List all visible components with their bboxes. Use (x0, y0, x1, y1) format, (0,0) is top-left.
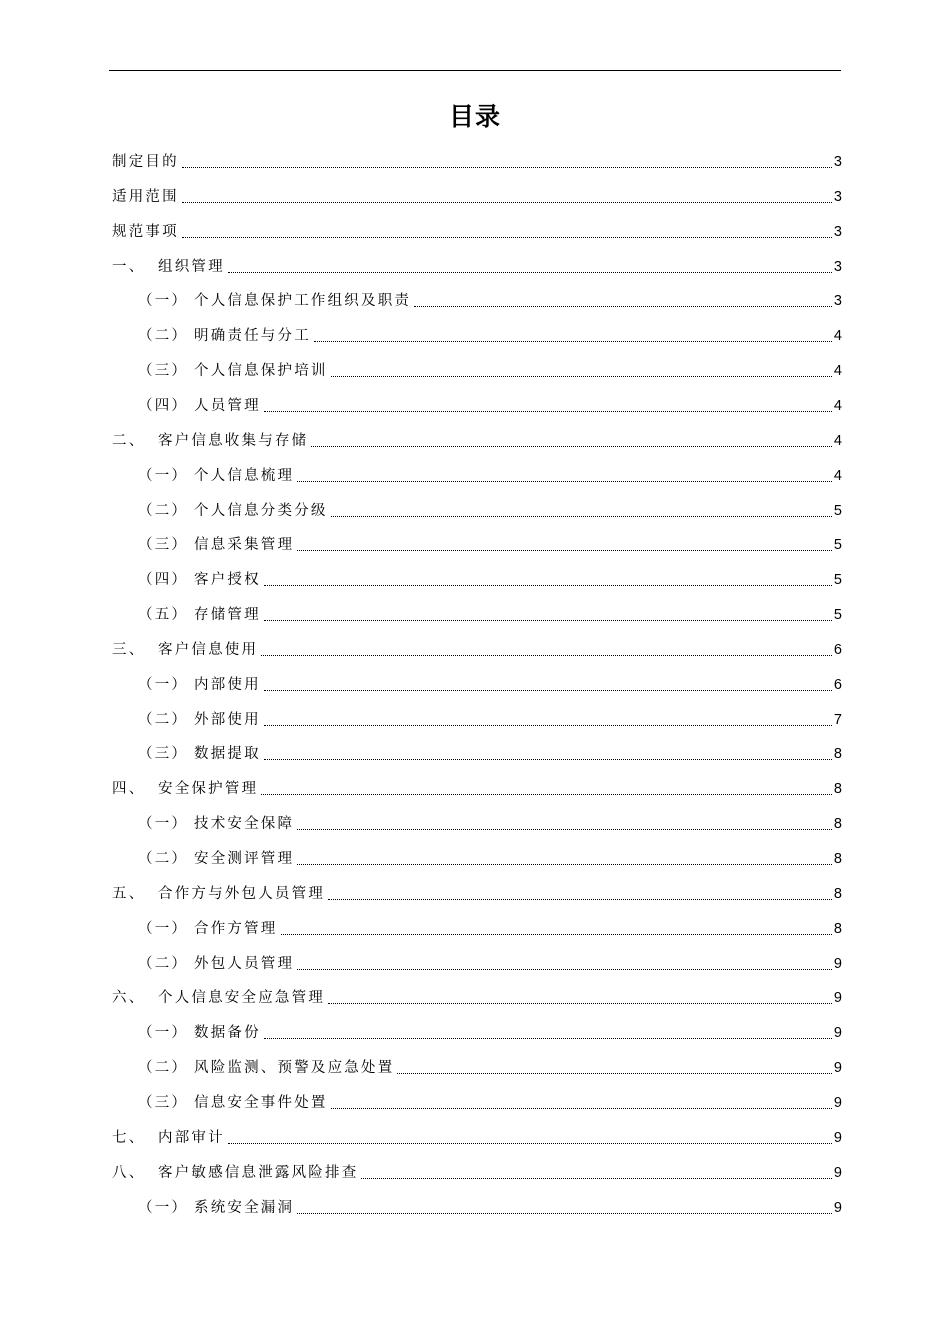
toc-entry-title: 客户敏感信息泄露风险排查 (158, 1164, 359, 1181)
toc-entry[interactable] (112, 628, 842, 660)
toc-entry-number: （二） (138, 1060, 189, 1077)
toc-dot-leader (414, 306, 832, 307)
toc-dot-leader (397, 1073, 832, 1074)
toc-entry-page-number: 9 (833, 1060, 842, 1077)
toc-entry-page-number: 8 (833, 781, 842, 798)
toc-entry-title: 内部审计 (158, 1129, 225, 1146)
toc-dot-leader (182, 237, 832, 238)
toc-dot-leader (264, 690, 832, 691)
toc-entry-title: 适用范围 (112, 188, 179, 205)
toc-entry[interactable] (112, 419, 842, 451)
toc-entry-title: 制定目的 (112, 154, 179, 170)
toc-entry-number: （一） (138, 816, 189, 833)
toc-dot-leader (182, 167, 832, 168)
toc-entry-number: （一） (138, 1199, 189, 1216)
toc-entry[interactable] (112, 1151, 842, 1183)
toc-entry-page-number: 9 (833, 1025, 842, 1042)
toc-dot-leader (297, 864, 832, 865)
toc-entry[interactable] (138, 279, 842, 311)
toc-entry[interactable] (138, 593, 842, 625)
toc-entry-title: 合作方管理 (194, 920, 278, 937)
toc-entry-page-number: 4 (833, 397, 842, 414)
toc-dot-leader (297, 481, 832, 482)
toc-dot-leader (297, 1213, 832, 1214)
toc-entry-title: 安全测评管理 (194, 851, 295, 867)
toc-dot-leader (264, 1038, 832, 1039)
toc-entry[interactable] (138, 663, 842, 695)
toc-dot-leader (328, 899, 832, 900)
toc-entry[interactable] (112, 245, 842, 277)
toc-entry-number: （二） (138, 711, 189, 728)
toc-entry-title: 信息安全事件处置 (194, 1094, 328, 1111)
toc-entry-number: （二） (138, 851, 189, 867)
toc-entry[interactable] (138, 732, 842, 764)
toc-entry[interactable] (112, 872, 842, 904)
toc-entry-page-number: 8 (833, 816, 842, 833)
toc-entry-page-number: 6 (833, 641, 842, 658)
toc-dot-leader (261, 655, 832, 656)
toc-entry-number: 七、 (112, 1129, 146, 1146)
toc-entry-title: 内部使用 (194, 676, 261, 693)
toc-dot-leader (297, 550, 832, 551)
toc-entry[interactable] (138, 558, 842, 590)
toc-entry-page-number: 9 (833, 1129, 842, 1146)
toc-entry-title: 客户信息收集与存储 (158, 432, 309, 449)
toc-entry-number: （一） (138, 920, 189, 937)
toc-entry-title: 组织管理 (158, 258, 225, 275)
toc-entry-page-number: 9 (833, 1199, 842, 1216)
toc-dot-leader (281, 934, 832, 935)
toc-entry-number: （二） (138, 328, 189, 345)
toc-entry-number: 一、 (112, 258, 146, 275)
toc-dot-leader (328, 1003, 832, 1004)
toc-entry-page-number: 9 (833, 990, 842, 1007)
toc-entry-title: 数据备份 (194, 1025, 261, 1042)
toc-entry-page-number: 8 (833, 746, 842, 763)
toc-entry[interactable] (112, 1116, 842, 1148)
toc-entry-number: （一） (138, 293, 189, 310)
toc-entry-page-number: 9 (833, 955, 842, 972)
toc-entry-title: 客户信息使用 (158, 641, 259, 658)
toc-dot-leader (297, 829, 832, 830)
toc-dot-leader (264, 620, 832, 621)
toc-dot-leader (264, 725, 832, 726)
toc-entry-page-number: 5 (833, 502, 842, 519)
toc-entry-page-number: 6 (833, 676, 842, 693)
toc-dot-leader (331, 1108, 832, 1109)
toc-entry-page-number: 4 (833, 328, 842, 345)
toc-entry-title: 个人信息梳理 (194, 467, 295, 484)
toc-dot-leader (182, 202, 832, 203)
toc-entry-number: （四） (138, 397, 189, 414)
toc-entry-title: 风险监测、预警及应急处置 (194, 1060, 395, 1077)
toc-dot-leader (297, 969, 832, 970)
toc-entry[interactable] (138, 698, 842, 730)
header-rule (109, 70, 841, 71)
toc-entry[interactable] (138, 907, 842, 939)
toc-entry[interactable] (112, 976, 842, 1008)
toc-entry-number: 四、 (112, 781, 146, 798)
toc-entry-title: 系统安全漏洞 (194, 1199, 295, 1216)
toc-entry-title: 外包人员管理 (194, 955, 295, 972)
toc-entry-number: 六、 (112, 990, 146, 1007)
toc-dot-leader (264, 759, 832, 760)
toc-entry[interactable] (138, 1011, 842, 1043)
toc-entry-number: 二、 (112, 432, 146, 449)
toc-entry-page-number: 8 (833, 920, 842, 937)
toc-entry[interactable] (138, 489, 842, 521)
toc-entry-title: 存储管理 (194, 607, 261, 624)
toc-dot-leader (264, 585, 832, 586)
toc-entry-page-number: 5 (833, 607, 842, 624)
toc-entry[interactable] (138, 523, 842, 555)
toc-entry-number: 八、 (112, 1164, 146, 1181)
toc-entry[interactable] (138, 384, 842, 416)
toc-entry[interactable] (138, 837, 842, 869)
toc-dot-leader (261, 794, 832, 795)
toc-entry-number: （二） (138, 955, 189, 972)
toc-entry-number: （一） (138, 467, 189, 484)
toc-entry-title: 明确责任与分工 (194, 328, 311, 345)
toc-entry-page-number: 3 (833, 258, 842, 275)
toc-entry-title: 安全保护管理 (158, 781, 259, 798)
toc-entry[interactable] (138, 1186, 842, 1218)
toc-entry-page-number: 5 (833, 537, 842, 554)
toc-entry[interactable] (138, 1046, 842, 1078)
toc-dot-leader (311, 446, 832, 447)
toc-dot-leader (331, 376, 832, 377)
toc-entry-page-number: 3 (833, 188, 842, 205)
toc-entry-title: 个人信息安全应急管理 (158, 990, 325, 1007)
toc-entry[interactable] (138, 314, 842, 346)
toc-entry-title: 信息采集管理 (194, 537, 295, 554)
toc-dot-leader (331, 516, 832, 517)
toc-entry[interactable] (138, 942, 842, 974)
toc-entry[interactable] (138, 802, 842, 834)
toc-entry-page-number: 8 (833, 851, 842, 867)
toc-entry-page-number: 9 (833, 1164, 842, 1181)
toc-entry-page-number: 4 (833, 432, 842, 449)
toc-entry[interactable] (112, 767, 842, 799)
toc-entry-page-number: 4 (833, 363, 842, 380)
toc-entry-title: 技术安全保障 (194, 816, 295, 833)
toc-entry[interactable] (138, 1081, 842, 1113)
toc-entry[interactable] (138, 349, 842, 381)
toc-entry[interactable] (112, 175, 842, 207)
toc-entry-number: （三） (138, 1094, 189, 1111)
toc-entry-number: 三、 (112, 641, 146, 658)
toc-entry[interactable] (112, 210, 842, 242)
toc-entry-title: 个人信息保护工作组织及职责 (194, 293, 412, 310)
toc-dot-leader (314, 341, 832, 342)
toc-entry-number: （二） (138, 502, 189, 519)
toc-entry-number: （三） (138, 746, 189, 763)
toc-entry-page-number: 5 (833, 572, 842, 589)
toc-entry-number: （一） (138, 1025, 189, 1042)
toc-entry-title: 个人信息保护培训 (194, 363, 328, 380)
toc-dot-leader (264, 411, 832, 412)
toc-entry-page-number: 3 (833, 293, 842, 310)
toc-entry-number: 五、 (112, 885, 146, 902)
toc-entry-number: （四） (138, 572, 189, 589)
toc-entry-title: 人员管理 (194, 397, 261, 414)
toc-entry-title: 外部使用 (194, 711, 261, 728)
toc-entry-number: （三） (138, 363, 189, 380)
toc-entry-page-number: 3 (833, 223, 842, 240)
toc-title: 目录 (448, 102, 501, 131)
toc-entry-title: 合作方与外包人员管理 (158, 885, 325, 902)
toc-entry-title: 数据提取 (194, 746, 261, 763)
toc-entry-number: （五） (138, 607, 189, 624)
toc-entry-title: 个人信息分类分级 (194, 502, 328, 519)
toc-entry-number: （一） (138, 676, 189, 693)
toc-entry-title: 客户授权 (194, 572, 261, 589)
toc-dot-leader (228, 272, 832, 273)
toc-entry-page-number: 3 (833, 154, 842, 170)
toc-entry-number: （三） (138, 537, 189, 554)
toc-dot-leader (228, 1143, 832, 1144)
toc-entry-page-number: 8 (833, 885, 842, 902)
toc-entry-title: 规范事项 (112, 223, 179, 240)
toc-entry-page-number: 9 (833, 1094, 842, 1111)
toc-dot-leader (361, 1178, 832, 1179)
toc-entry-page-number: 4 (833, 467, 842, 484)
toc-entry[interactable] (112, 140, 842, 172)
toc-entry-page-number: 7 (833, 711, 842, 728)
toc-entry[interactable] (138, 454, 842, 486)
